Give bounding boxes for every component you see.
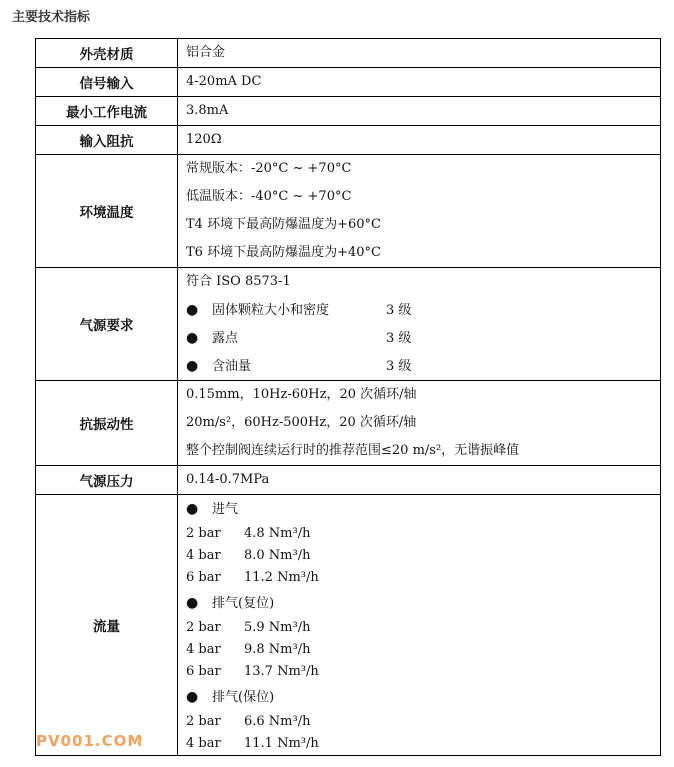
row-value	[178, 97, 661, 126]
row-value	[178, 68, 661, 97]
row-label: 输入阻抗	[36, 126, 178, 155]
row-label: 最小工作电流	[36, 97, 178, 126]
flow-rate: 13.7 Nm³/h	[244, 664, 319, 679]
bullet-item	[186, 296, 660, 324]
row-value	[178, 466, 661, 495]
flow-item	[186, 567, 660, 589]
value-line: 3.8mA	[186, 103, 229, 118]
flow-pressure: 6 bar	[186, 570, 221, 585]
flow-rate: 8.0 Nm³/h	[244, 548, 311, 563]
bullet-text: 固体颗粒大小和密度	[212, 303, 330, 318]
spec-table	[35, 38, 661, 756]
bullet-item	[186, 352, 660, 380]
flow-group-title: ● 排气(复位)	[186, 589, 660, 617]
flow-item	[186, 617, 660, 639]
bullet-grade: 3 级	[386, 359, 412, 374]
flow-pressure: 2 bar	[186, 620, 221, 635]
row-label: 信号输入	[36, 68, 178, 97]
value-line: 4-20mA DC	[186, 74, 262, 89]
bullet-grade: 3 级	[386, 303, 412, 318]
value-line: T6 环境下最高防爆温度为+40°C	[186, 245, 381, 260]
flow-item	[186, 639, 660, 661]
table-row	[36, 126, 661, 155]
flow-pressure: 2 bar	[186, 714, 221, 729]
value-line: 0.14-0.7MPa	[186, 472, 270, 487]
row-value	[178, 495, 661, 756]
row-value	[178, 39, 661, 68]
value-line: 常规版本：-20°C ~ +70°C	[186, 161, 352, 176]
row-value	[178, 155, 661, 268]
value-line: 整个控制阀连续运行时的推荐范围≤20 m/s²，无谐振峰值	[186, 443, 520, 458]
bullet-text: 含油量	[212, 359, 252, 374]
flow-rate: 11.2 Nm³/h	[244, 570, 319, 585]
flow-rate: 5.9 Nm³/h	[244, 620, 311, 635]
table-row	[36, 381, 661, 466]
flow-item	[186, 545, 660, 567]
row-label: 环境温度	[36, 155, 178, 268]
flow-item	[186, 661, 660, 683]
flow-group-title: ● 进气	[186, 495, 660, 523]
table-row	[36, 68, 661, 97]
section-heading: 主要技术指标	[12, 10, 91, 25]
table-row	[36, 495, 661, 756]
table-row	[36, 268, 661, 381]
flow-pressure: 2 bar	[186, 526, 221, 541]
value-line: 120Ω	[186, 132, 222, 147]
row-label: 气源要求	[36, 268, 178, 381]
table-row	[36, 466, 661, 495]
bullet-item	[186, 324, 660, 352]
row-label: 抗振动性	[36, 381, 178, 466]
table-row	[36, 97, 661, 126]
value-line: 符合 ISO 8573-1	[186, 274, 291, 289]
flow-rate: 11.1 Nm³/h	[244, 736, 319, 751]
bullet-icon: ●	[186, 358, 199, 374]
row-label: 气源压力	[36, 466, 178, 495]
table-row	[36, 39, 661, 68]
flow-group-title: ● 排气(保位)	[186, 683, 660, 711]
bullet-icon: ●	[186, 302, 199, 318]
row-label: 流量	[36, 495, 178, 756]
table-row	[36, 155, 661, 268]
flow-item	[186, 711, 660, 733]
value-line: 低温版本：-40°C ~ +70°C	[186, 189, 352, 204]
flow-pressure: 4 bar	[186, 642, 221, 657]
row-value	[178, 268, 661, 381]
flow-pressure: 4 bar	[186, 736, 221, 751]
bullet-icon: ●	[186, 330, 199, 346]
value-line: 0.15mm，10Hz-60Hz，20 次循环/轴	[186, 387, 417, 402]
value-line: 20m/s²，60Hz-500Hz，20 次循环/轴	[186, 415, 417, 430]
value-line: T4 环境下最高防爆温度为+60°C	[186, 217, 381, 232]
flow-rate: 4.8 Nm³/h	[244, 526, 311, 541]
bullet-icon: ●	[186, 501, 199, 517]
flow-item	[186, 733, 660, 755]
flow-pressure: 6 bar	[186, 664, 221, 679]
flow-item	[186, 523, 660, 545]
row-label: 外壳材质	[36, 39, 178, 68]
row-value	[178, 126, 661, 155]
bullet-text: 露点	[212, 331, 239, 346]
value-line: 铝合金	[186, 45, 226, 60]
row-value	[178, 381, 661, 466]
bullet-grade: 3 级	[386, 331, 412, 346]
bullet-icon: ●	[186, 595, 199, 611]
watermark-logo: PV001.COM	[36, 732, 144, 750]
flow-rate: 9.8 Nm³/h	[244, 642, 311, 657]
flow-pressure: 4 bar	[186, 548, 221, 563]
bullet-icon: ●	[186, 689, 199, 705]
flow-rate: 6.6 Nm³/h	[244, 714, 311, 729]
